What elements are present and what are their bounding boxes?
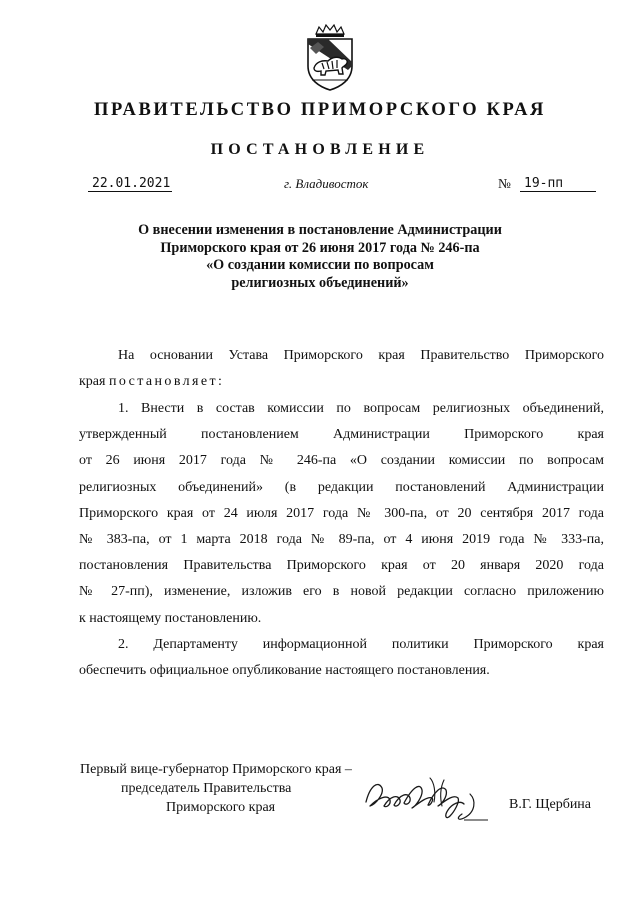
subject-line: О внесении изменения в постановление Администрации — [138, 222, 502, 238]
subject-line: Приморского края от 26 июня 2017 года № 246-па — [160, 239, 480, 256]
position-line: председатель Правительства — [121, 781, 292, 796]
paragraph-line: религиозных объединений» (в редакции постановлений Администрации — [79, 479, 604, 495]
subject-line: «О создании комиссии по вопросам — [206, 257, 434, 273]
position-line: Первый вице-губернатор Приморского края – — [80, 762, 352, 777]
position-line: Приморского края — [166, 800, 276, 815]
paragraph-line: постановления Правительства Приморского края от 20 января 2020 года — [79, 558, 604, 574]
paragraph-line: № 27-пп), изменение, изложив его в новой редакции согласно приложению — [79, 584, 604, 600]
paragraph-line — [79, 369, 604, 395]
document-date: 22.01.2021 — [88, 176, 172, 192]
paragraph-line: обеспечить официальное опубликование настоящего постановления. — [79, 663, 490, 679]
handwritten-signature — [360, 772, 490, 824]
paragraph-line: № 383-па, от 1 марта 2018 года № 89-па, от 4 июня 2019 года № 333-па, — [79, 531, 604, 547]
resolves-word: постановляет: — [108, 374, 225, 390]
document-city: г. Владивосток — [284, 176, 369, 191]
signatory-position — [80, 760, 352, 817]
government-title: ПРАВИТЕЛЬСТВО ПРИМОРСКОГО КРАЯ — [93, 100, 546, 120]
paragraph-line: На основании Устава Приморского края Правительство Приморского — [118, 348, 604, 363]
signer-name: В.Г. Щербина — [509, 797, 592, 812]
paragraph-line: утвержденный постановлением Администрации Приморского края — [79, 427, 604, 443]
document-subject — [80, 222, 560, 292]
document-meta — [0, 176, 640, 198]
subject-line: религиозных объединений» — [231, 274, 409, 291]
document-number-label: № — [498, 176, 511, 191]
paragraph-item-1 — [79, 396, 604, 632]
paragraph-line: 2. Департаменту информационной политики Приморского края — [118, 637, 604, 652]
paragraph-line: от 26 июня 2017 года № 246-па «О создании комиссии по вопросам — [79, 453, 604, 469]
document-number: 19-пп — [520, 176, 596, 192]
paragraph-line: к настоящему постановлению. — [79, 610, 262, 626]
coat-of-arms-icon — [302, 24, 358, 92]
paragraph-item-2 — [79, 632, 604, 684]
document-type: ПОСТАНОВЛЕНИЕ — [210, 141, 430, 158]
paragraph-text: края — [79, 374, 106, 390]
paragraph-line: Приморского края от 24 июля 2017 года № 300-па, от 20 сентября 2017 года — [79, 505, 604, 521]
paragraph-preamble — [79, 343, 604, 395]
paragraph-line: 1. Внести в состав комиссии по вопросам религиозных объединений, — [118, 401, 604, 416]
